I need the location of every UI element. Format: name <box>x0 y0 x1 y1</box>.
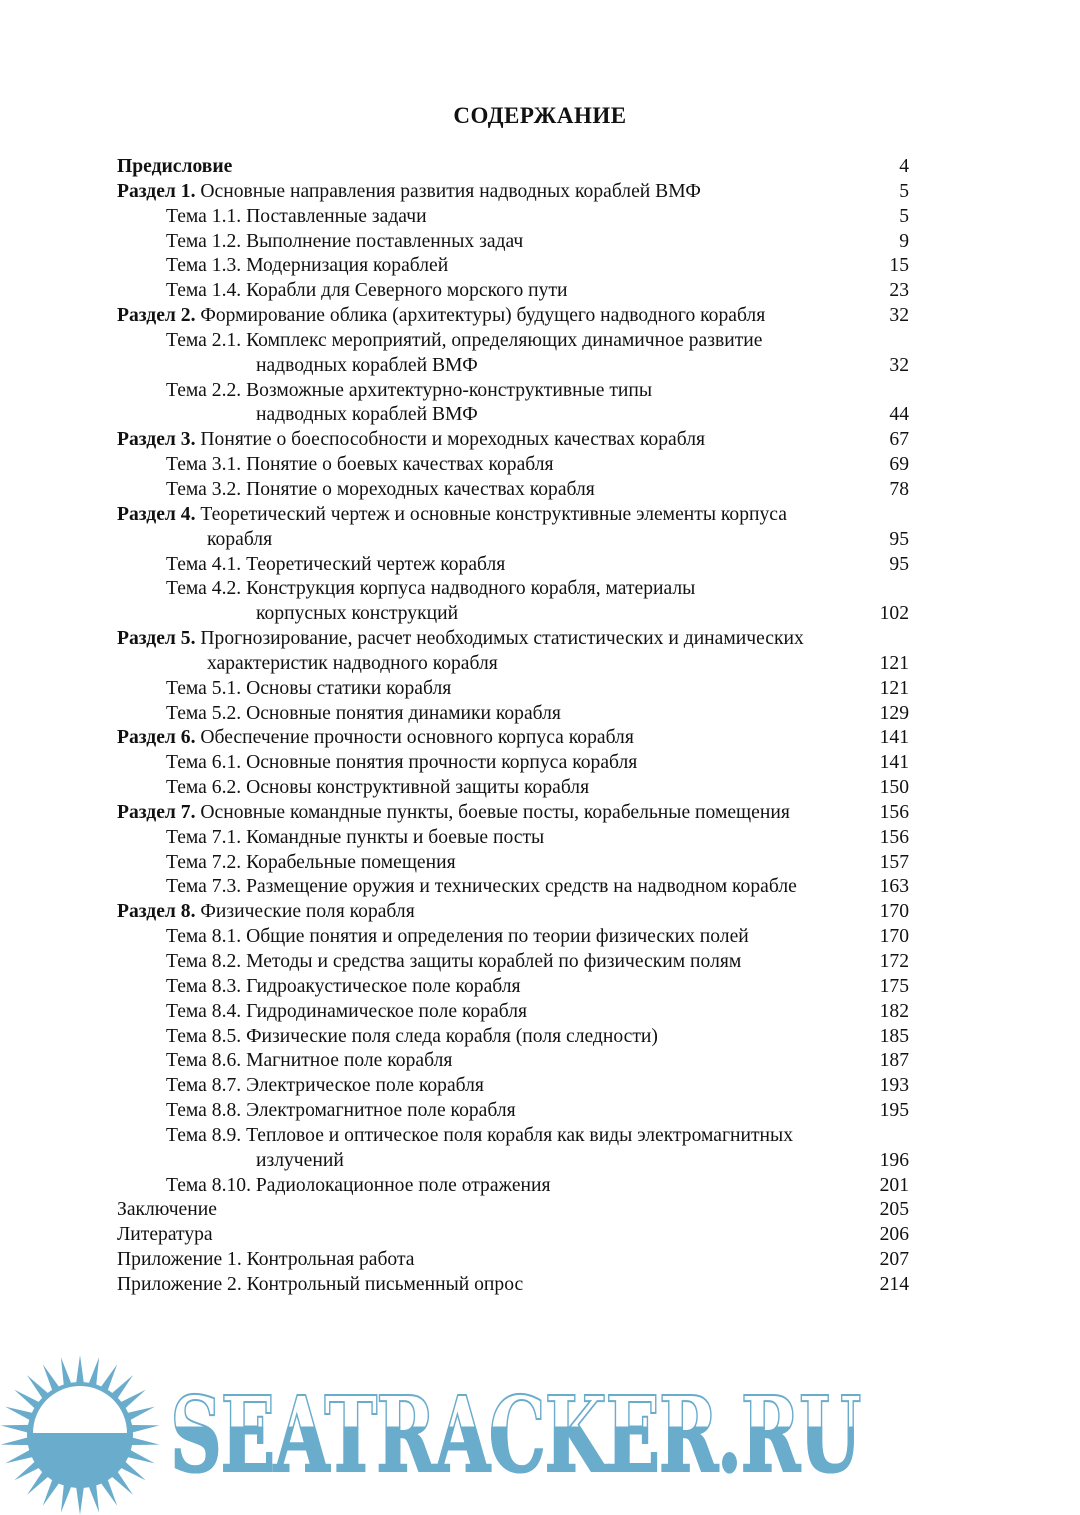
toc-page-number: 172 <box>879 951 909 972</box>
toc-page-number: 102 <box>879 603 909 625</box>
toc-section-entry[interactable] <box>117 627 909 652</box>
toc-section-label: Предисловие <box>117 156 233 177</box>
toc-page-number: 157 <box>879 851 909 873</box>
toc-page-number: 95 <box>889 553 909 575</box>
toc-section-label: Раздел 7. <box>117 801 196 823</box>
toc-entry-title: Тема 7.3. Размещение оружия и технических средств на надводном корабле <box>166 876 797 898</box>
toc-section-entry[interactable] <box>117 304 909 329</box>
toc-page-number: 214 <box>879 1273 909 1295</box>
toc-topic-entry[interactable] <box>117 553 909 578</box>
toc-topic-entry[interactable] <box>117 1174 909 1199</box>
toc-topic-entry[interactable] <box>117 329 909 354</box>
toc-entry-title: Тема 1.3. Модернизация кораблей <box>166 255 449 277</box>
toc-page-number: 175 <box>879 975 909 997</box>
table-of-contents <box>117 155 909 1298</box>
toc-entry-title: Тема 7.1. Командные пункты и боевые посты <box>166 826 545 848</box>
toc-page-number: 156 <box>879 801 909 823</box>
toc-topic-entry[interactable] <box>117 1099 909 1124</box>
toc-topic-entry[interactable] <box>117 1049 909 1074</box>
toc-section-label: Раздел 8. <box>117 901 196 923</box>
toc-page-number: 207 <box>879 1249 909 1271</box>
toc-page-number: 15 <box>889 255 909 277</box>
toc-topic-entry[interactable] <box>117 677 909 702</box>
toc-page-number: 32 <box>889 354 909 376</box>
toc-section-entry[interactable] <box>117 180 909 205</box>
toc-page-number: 205 <box>879 1199 909 1221</box>
toc-page-number: 201 <box>879 1174 909 1196</box>
toc-page-number: 196 <box>879 1149 909 1171</box>
toc-entry-title-continued: надводных кораблей ВМФ <box>256 354 478 376</box>
toc-section-label: Раздел 1. <box>117 180 196 202</box>
toc-entry-title: Тема 3.1. Понятие о боевых качествах корабля <box>166 454 554 476</box>
toc-section-entry[interactable] <box>117 1248 909 1273</box>
toc-page-number: 5 <box>899 205 909 227</box>
toc-entry-continuation[interactable] <box>117 528 909 553</box>
toc-entry-title: Тема 1.4. Корабли для Северного морского пути <box>166 280 568 302</box>
toc-topic-entry[interactable] <box>117 851 909 876</box>
toc-section-label: Раздел 4. <box>117 503 196 525</box>
toc-page-number: 187 <box>879 1050 909 1072</box>
toc-entry-title: Тема 1.2. Выполнение поставленных задач <box>166 230 524 252</box>
toc-topic-entry[interactable] <box>117 478 909 503</box>
toc-page-number: 44 <box>889 404 909 426</box>
watermark-text: SEATRACKER.RU <box>170 1373 861 1496</box>
toc-topic-entry[interactable] <box>117 776 909 801</box>
toc-entry-title: Тема 5.2. Основные понятия динамики корабля <box>166 702 561 724</box>
toc-page-number: 129 <box>879 702 909 724</box>
toc-entry-title: Обеспечение прочности основного корпуса корабля <box>195 727 634 749</box>
toc-topic-entry[interactable] <box>117 702 909 727</box>
toc-topic-entry[interactable] <box>117 826 909 851</box>
toc-page-number: 156 <box>879 826 909 848</box>
toc-entry-title: Тема 8.7. Электрическое поле корабля <box>166 1075 484 1097</box>
toc-topic-entry[interactable] <box>117 205 909 230</box>
toc-page-number: 150 <box>879 777 909 799</box>
toc-entry-title: Литература <box>117 1224 213 1246</box>
toc-entry-title: Тема 4.1. Теоретический чертеж корабля <box>166 553 506 575</box>
toc-page-number: 206 <box>879 1224 909 1246</box>
toc-page-number: 69 <box>889 454 909 476</box>
toc-entry-continuation[interactable] <box>117 602 909 627</box>
toc-section-label: Раздел 5. <box>117 628 196 650</box>
toc-section-entry[interactable] <box>117 1198 909 1223</box>
toc-page-number: 23 <box>889 280 909 302</box>
toc-entry-title: Прогнозирование, расчет необходимых статистических и динамических <box>195 628 804 650</box>
toc-entry-title: Приложение 2. Контрольный письменный опрос <box>117 1273 524 1295</box>
toc-entry-title: Тема 1.1. Поставленные задачи <box>166 205 427 227</box>
toc-page-number: 193 <box>879 1075 909 1097</box>
toc-entry-title: Тема 8.3. Гидроакустическое поле корабля <box>166 975 521 997</box>
toc-entry-title: Понятие о боеспособности и мореходных качествах корабля <box>195 429 706 451</box>
toc-page-number: 5 <box>899 180 909 202</box>
toc-page-number: 141 <box>879 727 909 749</box>
toc-topic-entry[interactable] <box>117 453 909 478</box>
sun-over-sea-icon <box>0 1355 170 1515</box>
toc-section-label: Раздел 2. <box>117 305 196 327</box>
toc-entry-title: Тема 3.2. Понятие о мореходных качествах корабля <box>166 478 595 500</box>
toc-entry-title: Тема 8.8. Электромагнитное поле корабля <box>166 1100 516 1122</box>
toc-entry-continuation[interactable] <box>117 652 909 677</box>
toc-entry-title-continued: характеристик надводного корабля <box>207 652 498 674</box>
toc-section-entry[interactable] <box>117 1223 909 1248</box>
toc-entry-title-continued: излучений <box>256 1149 344 1171</box>
toc-section-entry[interactable] <box>117 1273 909 1298</box>
toc-page-number: 4 <box>899 156 909 177</box>
toc-entry-title: Физические поля корабля <box>195 901 415 923</box>
toc-entry-title: Тема 6.2. Основы конструктивной защиты корабля <box>166 777 590 799</box>
toc-section-label: Раздел 6. <box>117 727 196 749</box>
toc-topic-entry[interactable] <box>117 875 909 900</box>
toc-page-number: 121 <box>879 652 909 674</box>
toc-page-number: 170 <box>879 926 909 948</box>
toc-entry-title: Основные направления развития надводных кораблей ВМФ <box>195 180 701 202</box>
toc-page-number: 195 <box>879 1100 909 1122</box>
toc-entry-title: Тема 2.1. Комплекс мероприятий, определяющих динамичное развитие <box>166 329 763 351</box>
toc-entry-title: Тема 6.1. Основные понятия прочности корпуса корабля <box>166 752 638 774</box>
toc-entry-title: Приложение 1. Контрольная работа <box>117 1249 415 1271</box>
toc-page-number: 95 <box>889 528 909 550</box>
toc-topic-entry[interactable] <box>117 925 909 950</box>
toc-entry-title: Тема 8.6. Магнитное поле корабля <box>166 1050 453 1072</box>
toc-topic-entry[interactable] <box>117 975 909 1000</box>
toc-entry-title: Теоретический чертеж и основные конструктивные элементы корпуса <box>195 503 787 525</box>
toc-page-number: 182 <box>879 1000 909 1022</box>
toc-topic-entry[interactable] <box>117 230 909 255</box>
toc-entry-title: Тема 2.2. Возможные архитектурно-конструктивные типы <box>166 379 653 401</box>
toc-section-label: Раздел 3. <box>117 429 196 451</box>
toc-entry-title: Тема 8.5. Физические поля следа корабля (поля следности) <box>166 1025 658 1047</box>
toc-entry-title: Тема 8.1. Общие понятия и определения по теории физических полей <box>166 926 749 948</box>
toc-section-entry[interactable] <box>117 900 909 925</box>
toc-entry-title: Заключение <box>117 1199 217 1221</box>
toc-topic-entry[interactable] <box>117 1000 909 1025</box>
toc-topic-entry[interactable] <box>117 950 909 975</box>
toc-topic-entry[interactable] <box>117 751 909 776</box>
toc-section-entry[interactable] <box>117 801 909 826</box>
toc-topic-entry[interactable] <box>117 254 909 279</box>
toc-topic-entry[interactable] <box>117 379 909 404</box>
toc-entry-title: Тема 8.2. Методы и средства защиты кораблей по физическим полям <box>166 951 742 972</box>
toc-section-entry[interactable] <box>117 726 909 751</box>
toc-page-number: 170 <box>879 901 909 923</box>
toc-entry-continuation[interactable] <box>117 1149 909 1174</box>
toc-section-entry[interactable] <box>117 503 909 528</box>
toc-page-number: 141 <box>879 752 909 774</box>
toc-entry-title: Формирование облика (архитектуры) будущего надводного корабля <box>195 305 766 327</box>
toc-page-number: 32 <box>889 305 909 327</box>
toc-entry-title-continued: корабля <box>207 528 273 550</box>
toc-entry-title: Тема 8.9. Тепловое и оптическое поля корабля как виды электромагнитных <box>166 1124 793 1146</box>
toc-entry-title-continued: корпусных конструкций <box>256 603 459 625</box>
toc-section-entry[interactable] <box>117 428 909 453</box>
toc-page-number: 121 <box>879 677 909 699</box>
toc-topic-entry[interactable] <box>117 1025 909 1050</box>
toc-topic-entry[interactable] <box>117 1124 909 1149</box>
toc-entry-title: Тема 7.2. Корабельные помещения <box>166 851 456 873</box>
toc-entry-title-continued: надводных кораблей ВМФ <box>256 404 478 426</box>
toc-entry-title: Тема 5.1. Основы статики корабля <box>166 677 452 699</box>
toc-entry-continuation[interactable] <box>117 403 909 428</box>
toc-page-number: 185 <box>879 1025 909 1047</box>
toc-topic-entry[interactable] <box>117 577 909 602</box>
toc-entry-title: Тема 8.10. Радиолокационное поле отражения <box>166 1174 551 1196</box>
page-title: СОДЕРЖАНИЕ <box>453 103 627 128</box>
toc-page-number: 9 <box>899 230 909 252</box>
toc-section-entry[interactable] <box>117 155 909 180</box>
toc-entry-title: Тема 4.2. Конструкция корпуса надводного корабля, материалы <box>166 578 696 600</box>
toc-page-number: 67 <box>889 429 909 451</box>
toc-page-number: 78 <box>889 478 909 500</box>
toc-entry-title: Тема 8.4. Гидродинамическое поле корабля <box>166 1000 528 1022</box>
toc-entry-continuation[interactable] <box>117 354 909 379</box>
toc-entry-title: Основные командные пункты, боевые посты, корабельные помещения <box>195 801 790 823</box>
toc-topic-entry[interactable] <box>117 1074 909 1099</box>
toc-page-number: 163 <box>879 876 909 898</box>
toc-topic-entry[interactable] <box>117 279 909 304</box>
